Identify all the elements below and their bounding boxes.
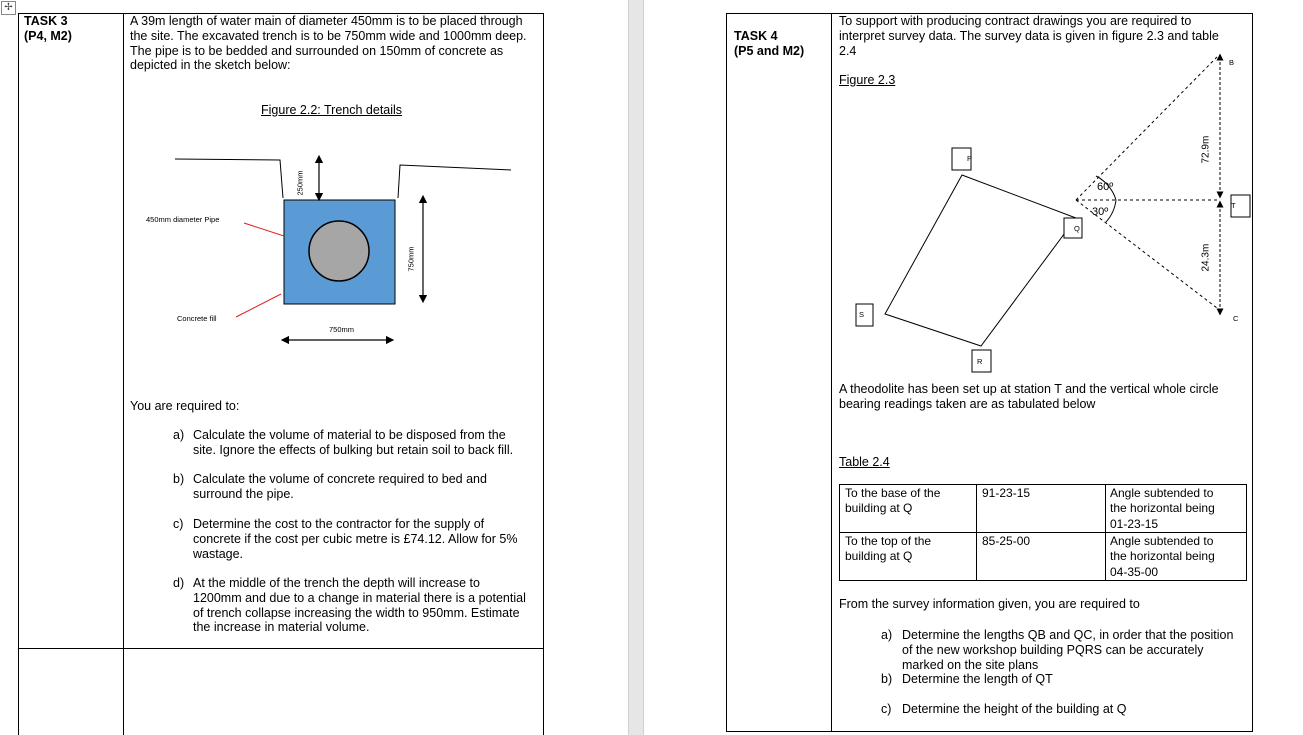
table-cell-bearing: 91-23-15: [982, 486, 1031, 500]
question-line: the increase in material volume.: [193, 620, 370, 634]
table-cell-note: 04-35-00: [1110, 565, 1159, 579]
table-border-left: [726, 13, 727, 732]
survey-diagram: [834, 50, 1254, 370]
table-cell-bearing: 85-25-00: [982, 534, 1031, 548]
question-letter: c): [881, 702, 892, 716]
pipe-circle: [309, 221, 369, 281]
left-page: [0, 0, 628, 735]
task3-intro-line: A 39m length of water main of diameter 450mm is to be placed through: [130, 14, 523, 28]
question-line: wastage.: [193, 547, 244, 561]
table-cell-desc: building at Q: [845, 549, 913, 563]
question-line: of the new workshop building PQRS can be accurately: [902, 643, 1204, 657]
table-move-handle-icon[interactable]: ✢: [1, 1, 16, 15]
question-line: Determine the cost to the contractor for the supply of: [193, 517, 485, 531]
right-page: [644, 0, 1303, 735]
table-cell-note: the horizontal being: [1110, 501, 1215, 515]
dist-24-3-label: 24.3m: [1200, 243, 1212, 272]
task4-criteria: (P5 and M2): [734, 44, 805, 58]
table-cell-note: 01-23-15: [1110, 517, 1159, 531]
question-line: Determine the height of the building at Q: [902, 702, 1127, 716]
table-cell-desc: building at Q: [845, 501, 913, 515]
question-line: of trench collapse increasing the width to 950mm. Estimate: [193, 606, 520, 620]
task4-intro-line: interpret survey data. The survey data is given in figure 2.3 and table: [839, 29, 1219, 43]
task4-intro-line: To support with producing contract drawings you are required to: [839, 14, 1192, 28]
table-border-left: [18, 13, 19, 735]
table-row-divider: [18, 648, 544, 649]
label-pipe: 450mm diameter Pipe: [146, 215, 220, 224]
label-750mm-width: 750mm: [329, 325, 355, 334]
question-letter: d): [173, 576, 185, 590]
table-cell-note: Angle subtended to: [1110, 534, 1214, 548]
question-line: site. Ignore the effects of bulking but retain soil to back fill.: [193, 443, 514, 457]
table-border-mid: [831, 13, 832, 732]
table-border-mid: [123, 13, 124, 735]
ground-line-right: [398, 165, 511, 198]
task3-required: You are required to:: [130, 399, 240, 413]
angle-30-label: 30º: [1092, 206, 1109, 218]
question-line: At the middle of the trench the depth will increase to: [193, 576, 480, 590]
angle-60-label: 60º: [1097, 181, 1114, 193]
sight-line-qb: [1076, 57, 1217, 200]
task4-required: From the survey information given, you are required to: [839, 597, 1140, 611]
task3-title: TASK 3: [24, 14, 68, 28]
point-c-label: C: [1233, 314, 1239, 323]
pipe-leader: [244, 223, 284, 236]
task3-intro-line: the site. The excavated trench is to be 750mm wide and 1000mm deep.: [130, 29, 527, 43]
table-cell-note: the horizontal being: [1110, 549, 1215, 563]
task3-intro-line: depicted in the sketch below:: [130, 58, 291, 72]
question-letter: b): [881, 672, 893, 686]
table-2-4-title: Table 2.4: [839, 455, 890, 469]
point-b-label: B: [1229, 58, 1235, 67]
theodolite-line: bearing readings taken are as tabulated below: [839, 397, 1096, 411]
question-letter: a): [173, 428, 185, 442]
task3-intro-line: The pipe is to be bedded and surrounded on 150mm of concrete as: [130, 44, 504, 58]
dist-72-9-label: 72.9m: [1200, 135, 1212, 164]
bearing-table: [839, 484, 1247, 581]
label-250mm: 250mm: [295, 170, 305, 196]
question-line: Determine the length of QT: [902, 672, 1053, 686]
task4-intro-line: 2.4: [839, 44, 857, 58]
station-s-label: S: [859, 310, 865, 319]
ground-line-left: [175, 159, 283, 198]
station-t-label: T: [1231, 201, 1236, 210]
question-line: Calculate the volume of material to be disposed from the: [193, 428, 506, 442]
question-letter: c): [173, 517, 184, 531]
question-line: marked on the site plans: [902, 658, 1039, 672]
table-cell-desc: To the top of the: [845, 534, 932, 548]
question-line: Calculate the volume of concrete required to bed and: [193, 472, 487, 486]
station-q-label: Q: [1074, 224, 1080, 233]
table-border-right: [543, 13, 544, 735]
table-cell-desc: To the base of the: [845, 486, 941, 500]
page-gutter: [628, 0, 644, 735]
question-line: surround the pipe.: [193, 487, 294, 501]
question-letter: a): [881, 628, 893, 642]
question-line: 1200mm and due to a change in material there is a potential: [193, 591, 526, 605]
station-r-label: R: [977, 357, 983, 366]
table-border-bottom: [726, 731, 1253, 732]
figure-2-2-title: Figure 2.2: Trench details: [261, 103, 403, 117]
figure-2-3-title: Figure 2.3: [839, 73, 896, 87]
building-pqrs: [885, 175, 1076, 346]
label-concrete-fill: Concrete fill: [177, 314, 217, 323]
question-line: Determine the lengths QB and QC, in order that the position: [902, 628, 1234, 642]
task3-criteria: (P4, M2): [24, 29, 72, 43]
question-line: concrete if the cost per cubic metre is £74.12. Allow for 5%: [193, 532, 518, 546]
station-p-label: P: [967, 154, 973, 163]
table-cell-note: Angle subtended to: [1110, 486, 1214, 500]
fill-leader: [236, 294, 281, 317]
question-letter: b): [173, 472, 185, 486]
theodolite-line: A theodolite has been set up at station T and the vertical whole circle: [839, 382, 1219, 396]
task4-title: TASK 4: [734, 29, 778, 43]
label-750mm-depth: 750mm: [406, 246, 416, 272]
